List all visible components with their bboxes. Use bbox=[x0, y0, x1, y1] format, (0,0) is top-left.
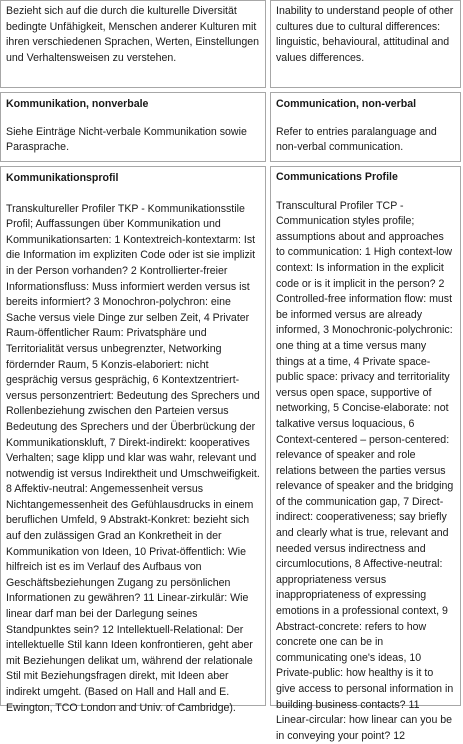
english-definition: Refer to entries paralanguage and non-verbal communication. bbox=[276, 125, 437, 154]
german-cell bbox=[0, 166, 266, 714]
german-definition: Transkultureller Profiler TKP - Kommunikationsstile Profil; Auffassungen über Kommunikation und Kommunikationsarten: 1 Kontextreich-kontextarm: Ist die Information im expliziten Code oder ist sie implizit in der Person vorhanden? 2 Kontrollierter-freier Informationsfluss: Muss informiert werden versus ist bereits informiert? 3 Monochron-polychron: eine Sache versus viele Dinge zur selben Zeit, 4 Privater Raum-öffentlicher Raum: Privatsphäre und Territorialität versus unbegrenzter, Networking fördernder Raum, 5 Konzis-elaboriert: nicht gesprächig versus gesprächig, 6 Kontextzentriert-versus personzentriert: Bedeutung des Sprechers und Rollenbeziehung zwischen den Parteien versus Bedeutung des Sprechers und der Überbrückung der Kommunikationskluft, 7 Direkt-indirekt: kooperatives Verhalten; sage klipp und klar was wahr, relevant und notwendig ist versus Indirektheit und Umschweifigkeit. 8 Affektiv-neutral: Angemessenheit versus Nichtangemessenheit des Gefühlausdrucks in einem beruflichen Umfeld, 9 Abstrakt-Konkret: bezieht sich auf den zulässigen Grad an Konkretheit in der Kommunikation von Ideen, 10 Privat-öffentlich: Wie hilfreich ist es im Verlauf des Aufbaus von Geschäftsbeziehungen Zugang zu persönlichen Informationen zu gewähren? 11 Linear-zirkulär: Wie linear darf man bei der Darlegung seines Standpunktes sein? 12 Intellektuell-Relational: Der intellektuelle Stil kann Ideen konfrontieren, geht aber mit Beziehungen delikat um, während der relationale Stil mit Beziehungsfragen direkt, mit Ideen aber indirekt umgeht. (Based on Hall and Hall and E. Ewington, TCO London and Univ. of Cambridge). bbox=[6, 202, 260, 714]
glossary-row bbox=[0, 92, 463, 162]
german-definition: Bezieht sich auf die durch die kulturelle Diversität bedingte Unfähigkeit, Menschen anderer Kulturen mit ihren verschiedenen Sprachen, Werten, Einstellungen und Verhaltensweisen zu verstehen. bbox=[6, 5, 260, 64]
german-term: Kommunikationsprofil bbox=[6, 172, 119, 184]
english-cell bbox=[270, 92, 461, 162]
english-cell bbox=[270, 166, 461, 742]
german-term: Kommunikation, nonverbale bbox=[6, 98, 149, 110]
english-term: Communication, non-verbal bbox=[276, 98, 417, 110]
german-cell bbox=[0, 0, 266, 88]
english-definition: Transcultural Profiler TCP - Communication styles profile; assumptions about and approaches to communication: 1 High context-low context: Is information in the explicit code or is it implicit in the person? 2 Controlled-free information flow: must be informed versus are already informed, 3 Monochronic-polychronic: one thing at a time versus many things at a time, 4 Private space-public space: privacy and territoriality versus open space, supportive of networking, 5 Concise-elaborate: not talkative versus loquacious, 6 Context-centered – person-centered: relevance of speaker and role relations between the parties versus relevance of speaker and the bridging of the communication gap, 7 Direct-indirect: cooperativeness; say briefly and clearly what is true, relevant and needed versus indirectness and circumlocutions, 8 Affective-neutral: appropriateness versus inappropriateness of expressing emotions in a professional context, 9 Abstract-concrete: refers to how concrete one can be in communicating one's ideas, 10 Private-public: how healthy is it to give access to personal information in building business contacts? 11 Linear-circular: how linear can you be in conveying your point? 12 bbox=[276, 199, 454, 742]
english-definition: Inability to understand people of other cultures due to cultural differences: linguistic, behavioural, attitudinal and values differences. bbox=[276, 5, 454, 64]
glossary-row bbox=[0, 0, 463, 88]
german-cell bbox=[0, 92, 266, 162]
english-cell bbox=[270, 0, 461, 88]
english-term: Communications Profile bbox=[276, 171, 398, 183]
german-definition: Siehe Einträge Nicht-verbale Kommunikation sowie Parasprache. bbox=[6, 125, 247, 154]
glossary-row bbox=[0, 166, 463, 742]
